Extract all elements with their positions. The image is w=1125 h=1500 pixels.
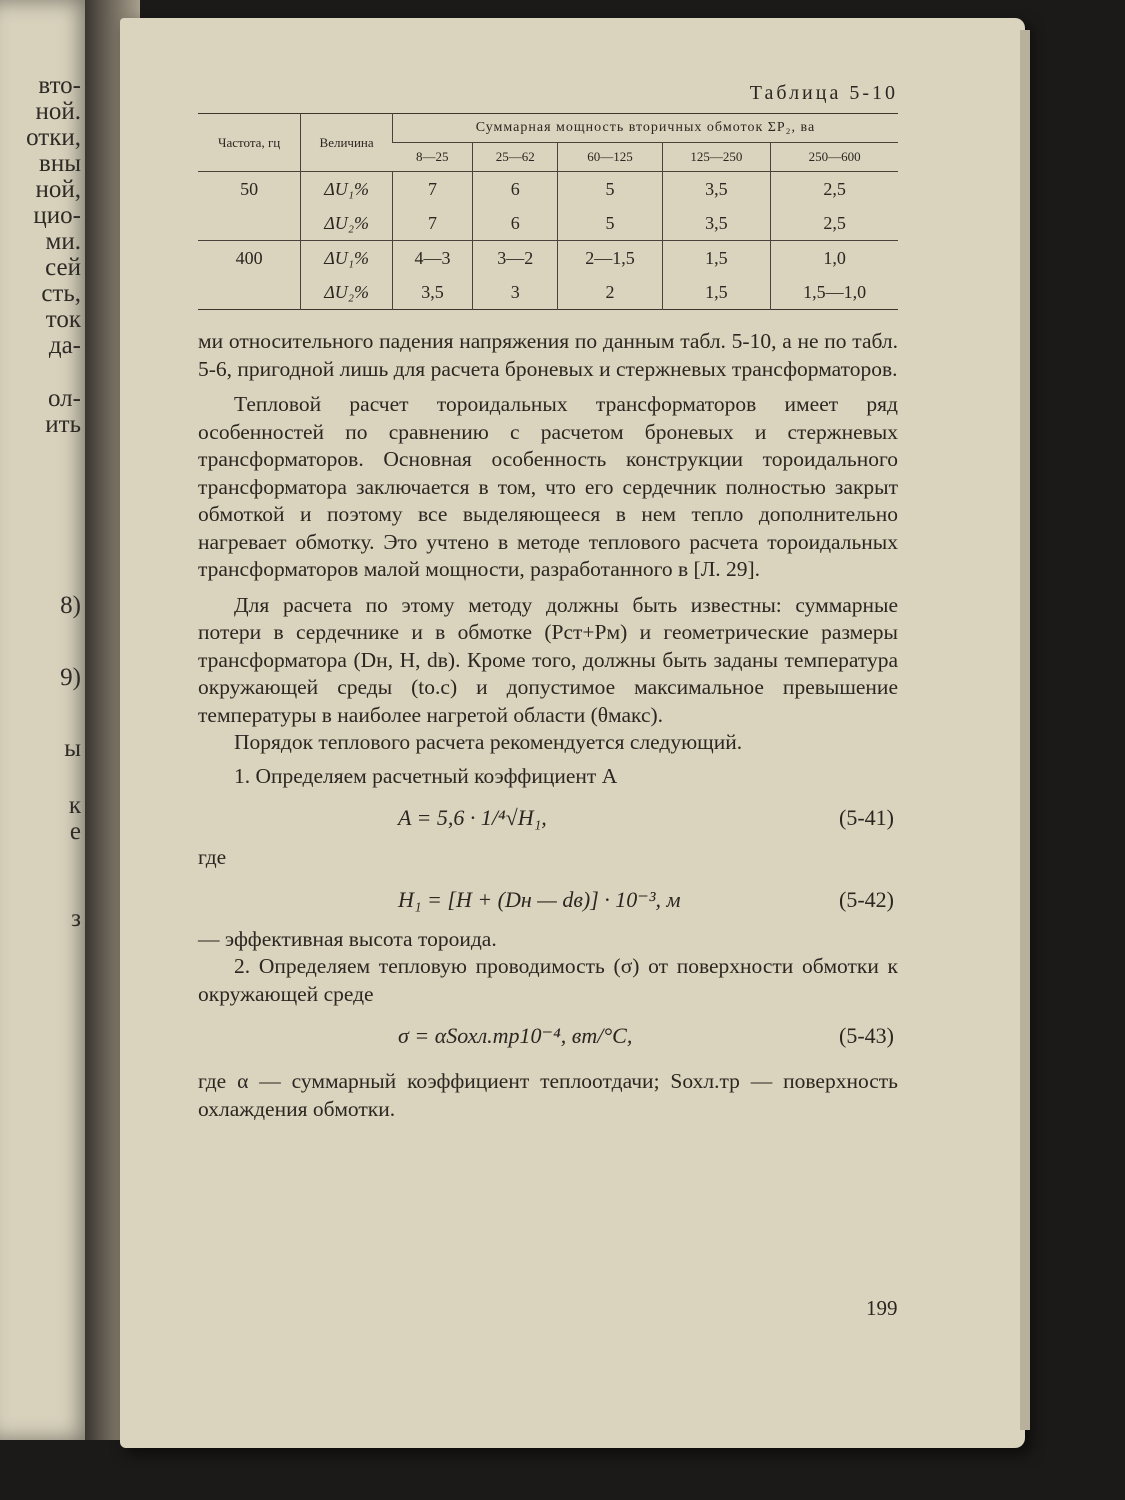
formula-number: (5-41) (839, 805, 894, 830)
cell-frequency (198, 206, 301, 241)
left-page-fragment: 8) (60, 592, 81, 619)
cell-value: 3 (473, 275, 558, 310)
formula-number: (5-42) (839, 886, 894, 912)
left-page-fragment: сть, (41, 280, 81, 307)
left-page-fragment: отки, (26, 124, 81, 151)
cell-value: 2 (558, 275, 662, 310)
left-page-fragment: вто- (38, 72, 81, 99)
left-page-fragment: к (68, 792, 81, 819)
page-edge (1020, 30, 1030, 1430)
paragraph: Порядок теплового расчета рекомендуется следующий. (234, 730, 743, 754)
left-page-fragment: да- (48, 332, 81, 359)
page-content (198, 82, 898, 1123)
cell-value: 4—3 (392, 241, 472, 276)
cell-value: 1,5—1,0 (771, 275, 898, 310)
table-row (198, 241, 898, 276)
cell-value: 1,5 (662, 275, 771, 310)
formula-5-41 (198, 790, 898, 844)
formula-expression: A = 5,6 · 1/⁴√H₁, (398, 805, 547, 830)
header-range: 250—600 (771, 143, 898, 172)
cell-param: ΔU₁% (301, 241, 393, 276)
cell-value: 3,5 (662, 206, 771, 241)
formula-expression: H₁ = [H + (Dн — dв)] · 10⁻³, м (398, 886, 681, 912)
cell-value: 2—1,5 (558, 241, 662, 276)
left-page-fragment: сей (45, 254, 81, 281)
header-total-power: Суммарная мощность вторичных обмоток ΣP₂, ва (392, 114, 898, 143)
previous-page (0, 0, 95, 1440)
cell-value: 1,0 (771, 241, 898, 276)
paragraph: где α — суммарный коэффициент теплоотдачи; Sохл.тр — поверхность охлаждения обмотки. (198, 1069, 898, 1121)
left-page-fragment: ток (45, 306, 81, 333)
formula-expression: σ = αSохл.тр10⁻⁴, вт/°C, (398, 1023, 633, 1048)
cell-value: 6 (473, 206, 558, 241)
cell-value: 7 (392, 172, 472, 207)
header-range: 125—250 (662, 143, 771, 172)
left-page-fragment: цио- (33, 202, 81, 229)
paragraph: где (198, 845, 227, 869)
cell-frequency (198, 275, 301, 310)
page-number: 199 (866, 1296, 898, 1320)
body-text (198, 328, 898, 1123)
cell-value: 5 (558, 206, 662, 241)
table-row (198, 275, 898, 310)
cell-value: 7 (392, 206, 472, 241)
cell-param: ΔU₁% (301, 172, 393, 207)
cell-value: 2,5 (771, 172, 898, 207)
paragraph: Для расчета по этому методу должны быть известны: суммарные потери в сердечнике и в обмотке (Pст+Pм) и геометрические размеры трансформатора (Dн, H, dв). Кроме того, должны быть заданы температура окружающей среды (tо.с) и допустимое максимальное превышение температуры в наиболее нагретой области (θмакс). (198, 592, 898, 727)
left-page-fragment: ол- (48, 385, 81, 412)
table-caption: Таблица 5-10 (749, 82, 898, 104)
cell-value: 5 (558, 172, 662, 207)
cell-value: 1,5 (662, 241, 771, 276)
cell-frequency: 400 (235, 247, 263, 268)
cell-value: 3—2 (473, 241, 558, 276)
formula-number: (5-43) (839, 1023, 894, 1048)
paragraph: — эффективная высота тороида. (198, 926, 497, 951)
cell-param: ΔU₂% (301, 206, 393, 241)
paragraph: 2. Определяем тепловую проводимость (σ) от поверхности обмотки к окружающей среде (198, 954, 898, 1006)
left-page-fragment: ить (45, 411, 81, 438)
cell-value: 3,5 (392, 275, 472, 310)
left-page-fragment: з (71, 905, 81, 932)
data-table (198, 113, 898, 310)
cell-value: 2,5 (771, 206, 898, 241)
left-page-fragment: ной. (35, 98, 81, 125)
left-page-fragment: ной, (35, 176, 81, 203)
header-range: 25—62 (473, 143, 558, 172)
left-page-fragment: ы (64, 735, 81, 762)
left-page-fragment: ми. (45, 228, 81, 255)
formula-5-43 (198, 1008, 898, 1062)
left-page-fragment: е (69, 818, 81, 845)
header-range: 8—25 (392, 143, 472, 172)
cell-param: ΔU₂% (301, 275, 393, 310)
header-frequency: Частота, гц (198, 114, 301, 172)
cell-value: 3,5 (662, 172, 771, 207)
table-row (198, 206, 898, 241)
table-row (198, 172, 898, 207)
paragraph: Тепловой расчет тороидальных трансформаторов имеет ряд особенностей по сравнению с расчетом броневых и стержневых трансформаторов. Основная особенность конструкции тороидального трансформатора заключается в том, что его сердечник полностью закрыт обмоткой и поэтому все выделяющееся в нем тепло дополнительно нагревает обмотку. Это учтено в методе теплового расчета тороидальных трансформаторов малой мощности, разработанного в [Л. 29]. (198, 392, 898, 581)
cell-frequency: 50 (240, 178, 259, 199)
formula-5-42 (198, 872, 898, 926)
left-page-fragment: вны (39, 150, 81, 177)
paragraph: 1. Определяем расчетный коэффициент A (234, 763, 618, 788)
header-range: 60—125 (558, 143, 662, 172)
cell-value: 6 (473, 172, 558, 207)
left-page-fragment: 9) (60, 664, 81, 691)
header-quantity: Величина (301, 114, 393, 172)
paragraph: ми относительного падения напряжения по данным табл. 5-10, а не по табл. 5-6, пригодной лишь для расчета броневых и стержневых трансформаторов. (198, 329, 898, 381)
